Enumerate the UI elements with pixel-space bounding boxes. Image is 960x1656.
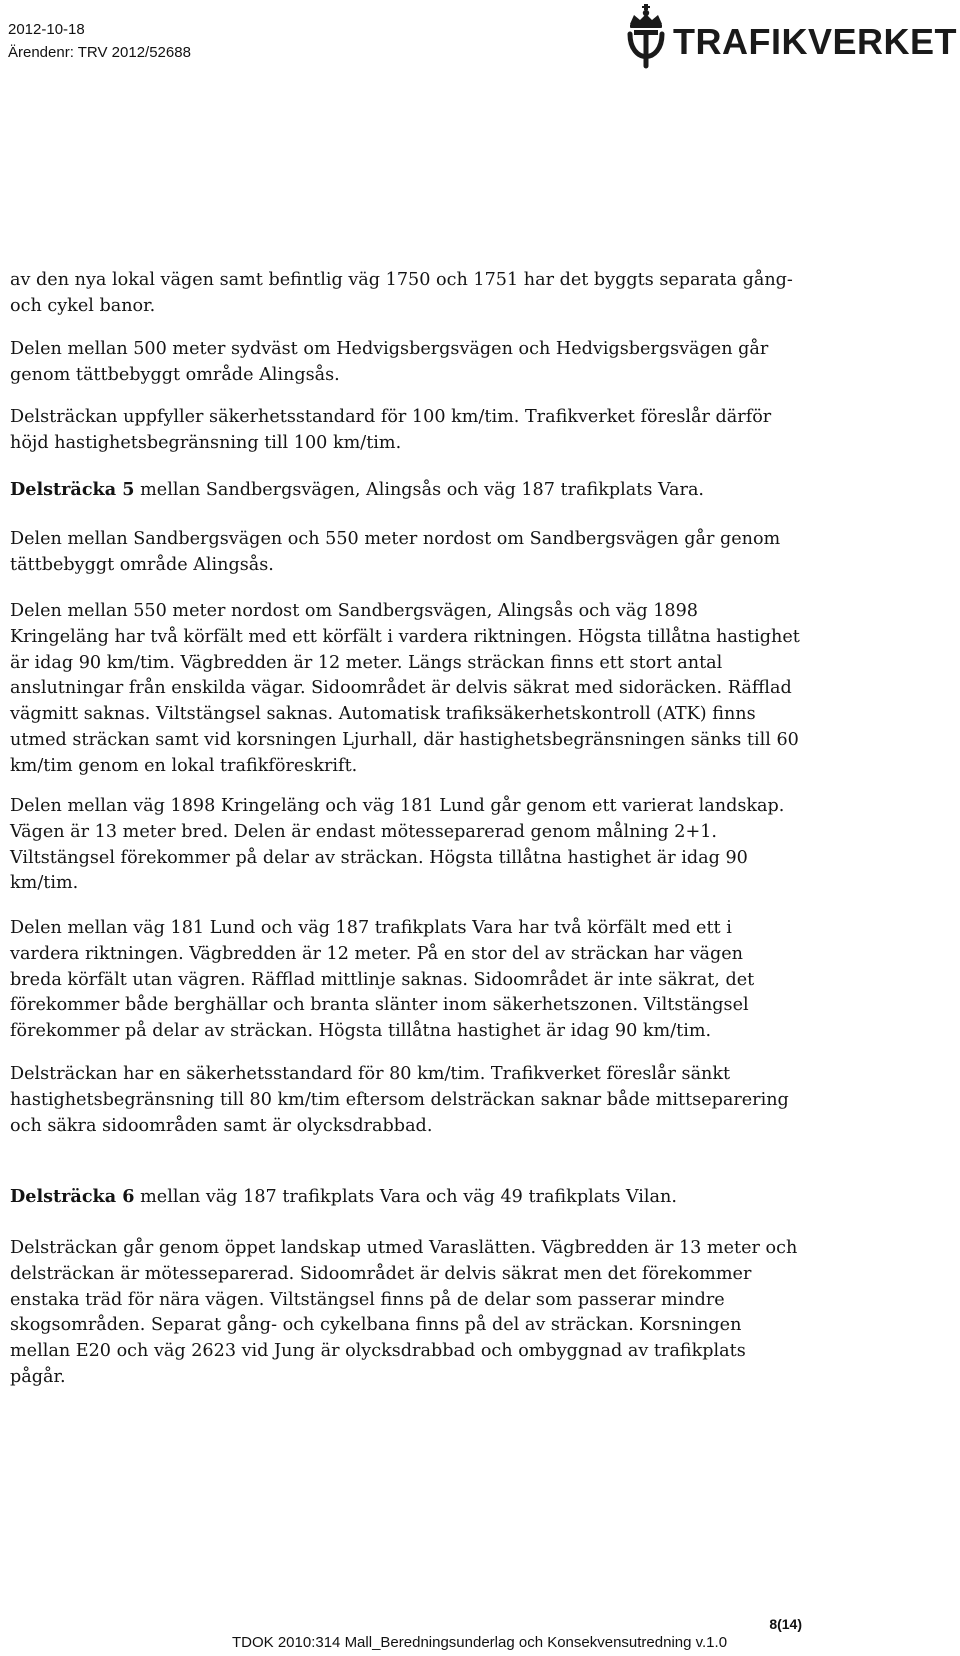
paragraph: Delsträckan har en säkerhetsstandard för 80 km/tim. Trafikverket föreslår sänkt hastighetsbegränsning till 80 km/tim eftersom delsträckan saknar både mittseparering och säkra sidoområden samt är olycksdrabbad. — [10, 1064, 789, 1136]
section-heading-bold: Delsträcka 5 — [10, 479, 135, 500]
paragraph: Delen mellan väg 1898 Kringeläng och väg 181 Lund går genom ett varierat landskap. Vägen är 13 meter bred. Delen är endast mötesseparerad genom målning 2+1. Viltstängsel förekommer på delar av sträckan. Högsta tillåtna hastighet är idag 90 km/tim. — [10, 796, 785, 894]
paragraph: Delen mellan 500 meter sydväst om Hedvigsbergsvägen och Hedvigsbergsvägen går genom tättbebyggt område Alingsås. — [10, 339, 769, 385]
document-date: 2012-10-18 — [8, 21, 85, 38]
paragraph: Delen mellan väg 181 Lund och väg 187 trafikplats Vara har två körfält med ett i vardera riktningen. Vägbredden är 12 meter. På en stor del av sträckan har vägen breda körfält utan vägren. Räfflad mittlinje saknas. Sidoområdet är inte säkrat, det förekommer både berghällar och branta slänter inom säkerhetszonen. Viltstängsel förekommer på delar av sträckan. Högsta tillåtna hastighet är idag 90 km/tim. — [10, 918, 755, 1042]
document-meta — [8, 18, 191, 64]
trafikverket-logo — [620, 4, 956, 78]
page-number: 8(14) — [769, 1616, 802, 1632]
paragraph: av den nya lokal vägen samt befintlig väg 1750 och 1751 har det byggts separata gång- och cykel banor. — [10, 270, 793, 316]
section-heading-rest: mellan väg 187 trafikplats Vara och väg 49 trafikplats Vilan. — [134, 1187, 677, 1207]
paragraph: Delen mellan 550 meter nordost om Sandbergsvägen, Alingsås och väg 1898 Kringeläng har två körfält med ett körfält i vardera riktningen. Högsta tillåtna hastighet är idag 90 km/tim. Vägbredden är 12 meter. Längs sträckan finns ett stort antal anslutningar från enskilda vägar. Sidoområdet är delvis säkrat med sidoräcken. Räfflad vägmitt saknas. Viltstängsel saknas. Automatisk trafiksäkerhetskontroll (ATK) finns utmed sträckan samt vid korsningen Ljurhall, där hastighetsbegränsningen sänks till 60 km/tim genom en lokal trafikföreskrift. — [10, 601, 800, 776]
paragraph: Delen mellan Sandbergsvägen och 550 meter nordost om Sandbergsvägen går genom tättbebyggt område Alingsås. — [10, 529, 781, 575]
paragraph: Delsträckan går genom öppet landskap utmed Varaslätten. Vägbredden är 13 meter och delsträckan är mötesseparerad. Sidoområdet är delvis säkrat men det förekommer enstaka träd för nära vägen. Viltstängsel finns på de delar som passerar mindre skogsområden. Separat gång- och cykelbana finns på del av sträckan. Korsningen mellan E20 och väg 2623 vid Jung är olycksdrabbad och ombyggnad av trafikplats pågår. — [10, 1238, 798, 1387]
crown-emblem-icon — [620, 4, 676, 78]
case-number: Ärendenr: TRV 2012/52688 — [8, 44, 191, 61]
paragraph: Delsträckan uppfyller säkerhetsstandard för 100 km/tim. Trafikverket föreslår därför höjd hastighetsbegränsning till 100 km/tim. — [10, 407, 772, 453]
section-heading-delstracka-6 — [10, 1184, 800, 1211]
logo-wordmark: TRAFIKVERKET — [673, 21, 957, 62]
template-reference: TDOK 2010:314 Mall_Beredningsunderlag och Konsekvensutredning v.1.0 — [232, 1634, 728, 1651]
section-heading-bold: Delsträcka 6 — [10, 1186, 135, 1207]
section-heading-rest: mellan Sandbergsvägen, Alingsås och väg 187 trafikplats Vara. — [134, 480, 705, 500]
section-heading-delstracka-5 — [10, 477, 800, 504]
